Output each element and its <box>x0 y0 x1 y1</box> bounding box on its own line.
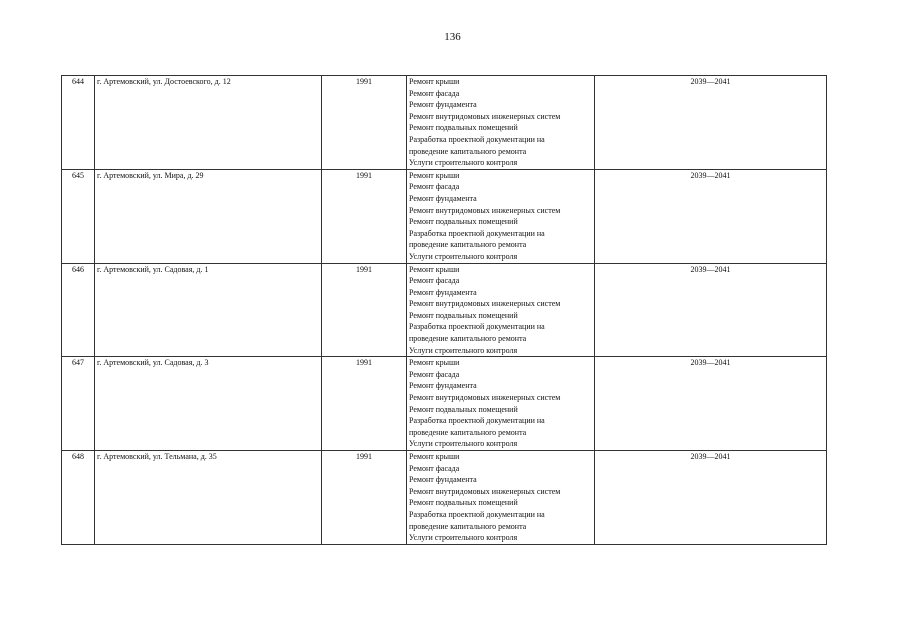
row-number: 647 <box>62 357 95 451</box>
work-item: Ремонт крыши <box>409 77 460 86</box>
row-number: 645 <box>62 169 95 263</box>
row-number: 644 <box>62 76 95 170</box>
repair-schedule-table <box>61 75 827 545</box>
period-cell: 2039—2041 <box>595 263 827 357</box>
work-item: Ремонт подвальных помещений <box>409 217 518 227</box>
work-item: Ремонт крыши <box>409 452 460 461</box>
work-item: проведение капитального ремонта <box>409 240 527 250</box>
work-item: Услуги строительного контроля <box>409 533 518 543</box>
work-item: Разработка проектной документации на <box>409 416 545 426</box>
work-item: Ремонт фасада <box>409 88 460 98</box>
work-item: Ремонт фасада <box>409 182 460 192</box>
table-row <box>62 357 827 451</box>
year-cell: 1991 <box>322 263 407 357</box>
work-item: Ремонт подвальных помещений <box>409 498 518 508</box>
row-number: 646 <box>62 263 95 357</box>
work-item: Ремонт фундамента <box>409 287 477 297</box>
work-item: проведение капитального ремонта <box>409 334 527 344</box>
work-item: проведение капитального ремонта <box>409 521 527 531</box>
work-item: Ремонт фундамента <box>409 475 477 485</box>
work-item: Ремонт внутридомовых инженерных систем <box>409 205 561 215</box>
works-cell <box>407 169 595 263</box>
work-item: Ремонт внутридомовых инженерных систем <box>409 486 561 496</box>
work-item: Ремонт фундамента <box>409 193 477 203</box>
work-item: Услуги строительного контроля <box>409 439 518 449</box>
address-cell: г. Артемовский, ул. Мира, д. 29 <box>95 169 322 263</box>
period-cell: 2039—2041 <box>595 76 827 170</box>
work-item: Ремонт внутридомовых инженерных систем <box>409 111 561 121</box>
table-row <box>62 451 827 545</box>
works-cell <box>407 76 595 170</box>
work-item: Услуги строительного контроля <box>409 158 518 168</box>
work-item: Ремонт фасада <box>409 463 460 473</box>
work-item: Ремонт крыши <box>409 170 460 180</box>
period-cell: 2039—2041 <box>595 357 827 451</box>
address-cell: г. Артемовский, ул. Тельмана, д. 35 <box>95 451 322 545</box>
work-item: Ремонт фундамента <box>409 100 477 110</box>
work-item: Разработка проектной документации на <box>409 228 545 238</box>
period-cell: 2039—2041 <box>595 169 827 263</box>
work-item: проведение капитального ремонта <box>409 427 527 437</box>
work-item: Ремонт крыши <box>409 264 460 274</box>
works-cell <box>407 451 595 545</box>
address-cell: г. Артемовский, ул. Достоевского, д. 12 <box>95 76 322 170</box>
row-number: 648 <box>62 451 95 545</box>
work-item: проведение капитального ремонта <box>409 146 527 156</box>
address-cell: г. Артемовский, ул. Садовая, д. 3 <box>95 357 322 451</box>
work-item: Ремонт подвальных помещений <box>409 123 518 133</box>
work-item: Ремонт внутридомовых инженерных систем <box>409 393 561 403</box>
year-cell: 1991 <box>322 451 407 545</box>
work-item: Ремонт подвальных помещений <box>409 310 518 320</box>
work-item: Услуги строительного контроля <box>409 345 518 355</box>
work-item: Ремонт фасада <box>409 369 460 379</box>
work-item: Ремонт внутридомовых инженерных систем <box>409 299 561 309</box>
work-item: Услуги строительного контроля <box>409 251 518 261</box>
work-item: Разработка проектной документации на <box>409 134 545 144</box>
table-row <box>62 76 827 170</box>
year-cell: 1991 <box>322 169 407 263</box>
table-row <box>62 169 827 263</box>
work-item: Разработка проектной документации на <box>409 322 545 332</box>
work-item: Ремонт крыши <box>409 358 460 368</box>
works-cell <box>407 357 595 451</box>
year-cell: 1991 <box>322 76 407 170</box>
table-row <box>62 263 827 357</box>
address-cell: г. Артемовский, ул. Садовая, д. 1 <box>95 263 322 357</box>
page-number: 136 <box>444 31 461 43</box>
work-item: Ремонт фасада <box>409 276 460 286</box>
year-cell: 1991 <box>322 357 407 451</box>
work-item: Разработка проектной документации на <box>409 509 545 519</box>
work-item: Ремонт фундамента <box>409 381 477 391</box>
works-cell <box>407 263 595 357</box>
work-item: Ремонт подвальных помещений <box>409 404 518 414</box>
period-cell: 2039—2041 <box>595 451 827 545</box>
